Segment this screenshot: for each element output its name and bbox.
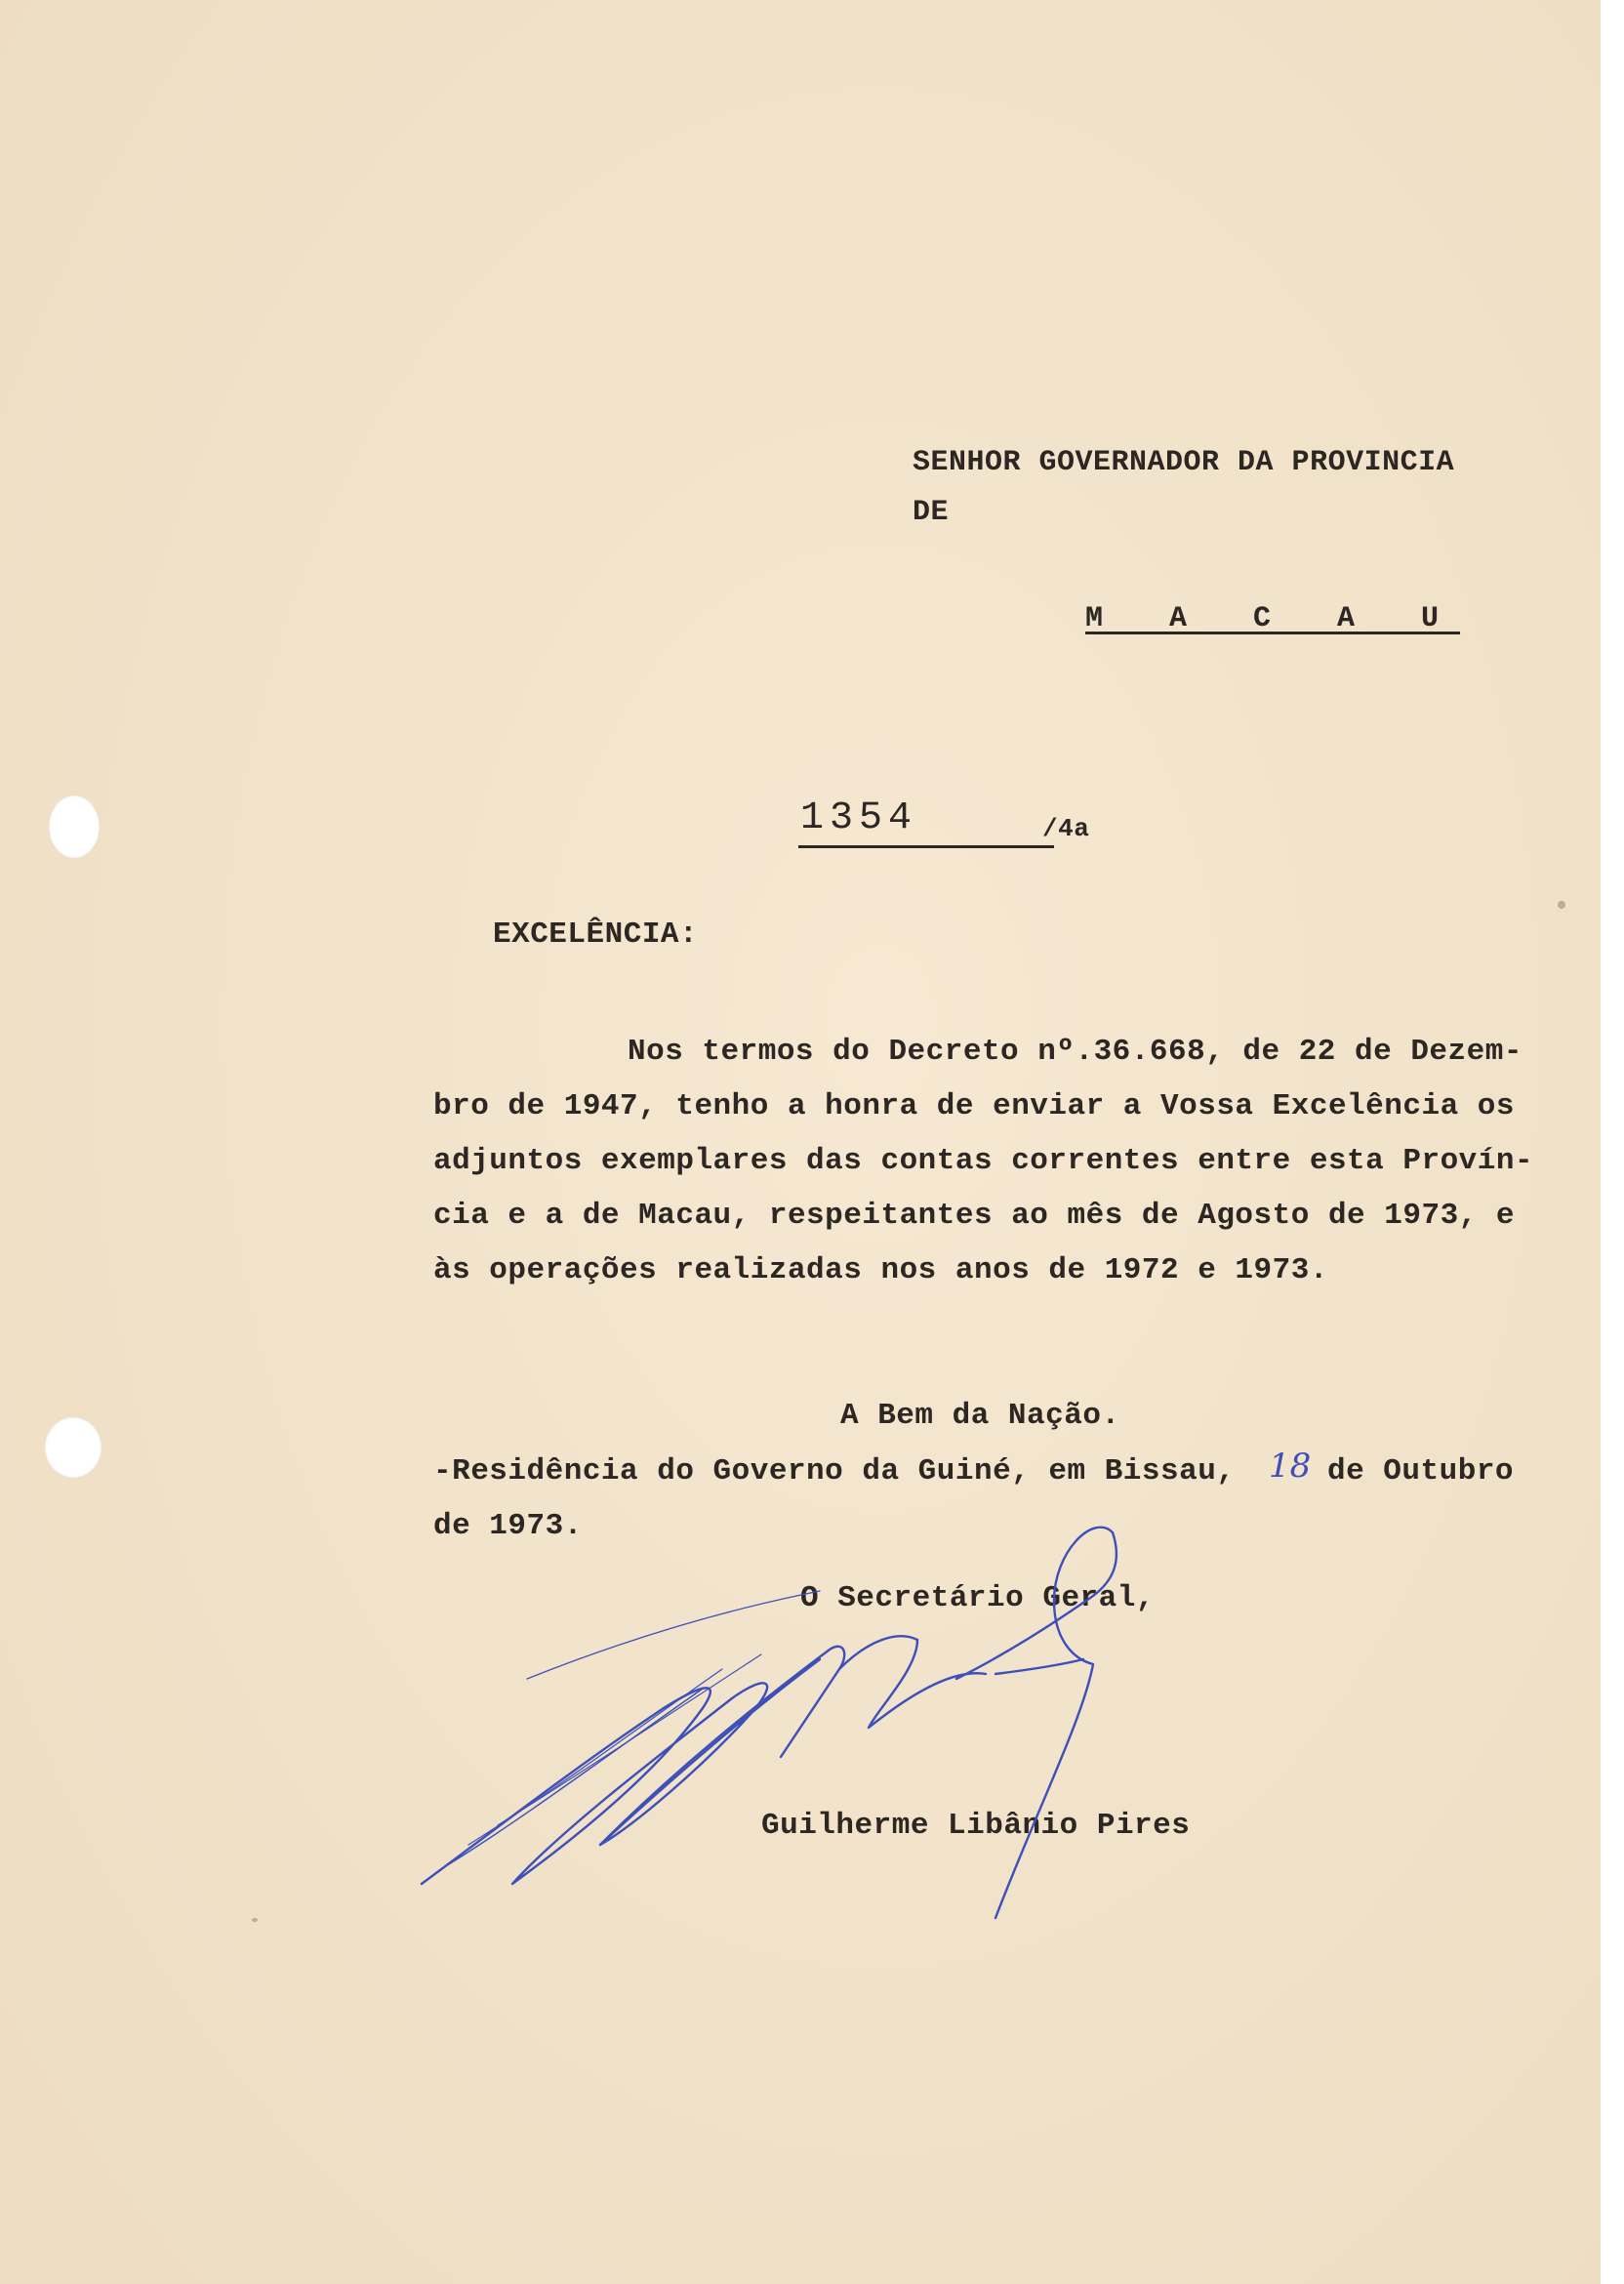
reference-suffix: /4a (1042, 814, 1090, 843)
scan-edge (1601, 0, 1624, 2284)
body-line-4: cia e a de Macau, respeitantes ao mês de Agosto de 1973, e (433, 1199, 1515, 1233)
paper-stain (252, 1918, 258, 1922)
body-line-1: Nos termos do Decreto nº.36.668, de 22 de Dezem- (628, 1035, 1522, 1069)
body-line-2: bro de 1947, tenho a honra de enviar a Vossa Excelência os (433, 1089, 1515, 1123)
closing-place-prefix: -Residência do Governo da Guiné, em Bissau, (433, 1454, 1236, 1489)
reference-underline (798, 845, 1054, 848)
addressee-city: M A C A U (1085, 602, 1461, 635)
closing-place-suffix: de Outubro (1327, 1454, 1515, 1489)
body-line-3: adjuntos exemplares das contas correntes entre esta Provín- (433, 1144, 1534, 1178)
reference-number: 1354 (800, 796, 918, 840)
closing-year: de 1973. (433, 1509, 583, 1543)
body-line-5: às operações realizadas nos anos de 1972 e 1973. (433, 1253, 1328, 1287)
addressee-line-1: SENHOR GOVERNADOR DA PROVINCIA (913, 446, 1455, 479)
salutation: EXCELÊNCIA: (493, 918, 699, 952)
signatory-title: O Secretário Geral, (800, 1581, 1155, 1615)
paper-stain (1558, 901, 1565, 909)
closing-motto: A Bem da Nação. (840, 1399, 1120, 1433)
signatory-name: Guilherme Libânio Pires (761, 1809, 1191, 1843)
addressee-line-2: DE (913, 496, 950, 529)
handwritten-signature (410, 1523, 1288, 1933)
punch-hole-top (49, 795, 100, 858)
punch-hole-bottom (45, 1417, 102, 1478)
handwritten-day: 18 (1269, 1447, 1312, 1486)
